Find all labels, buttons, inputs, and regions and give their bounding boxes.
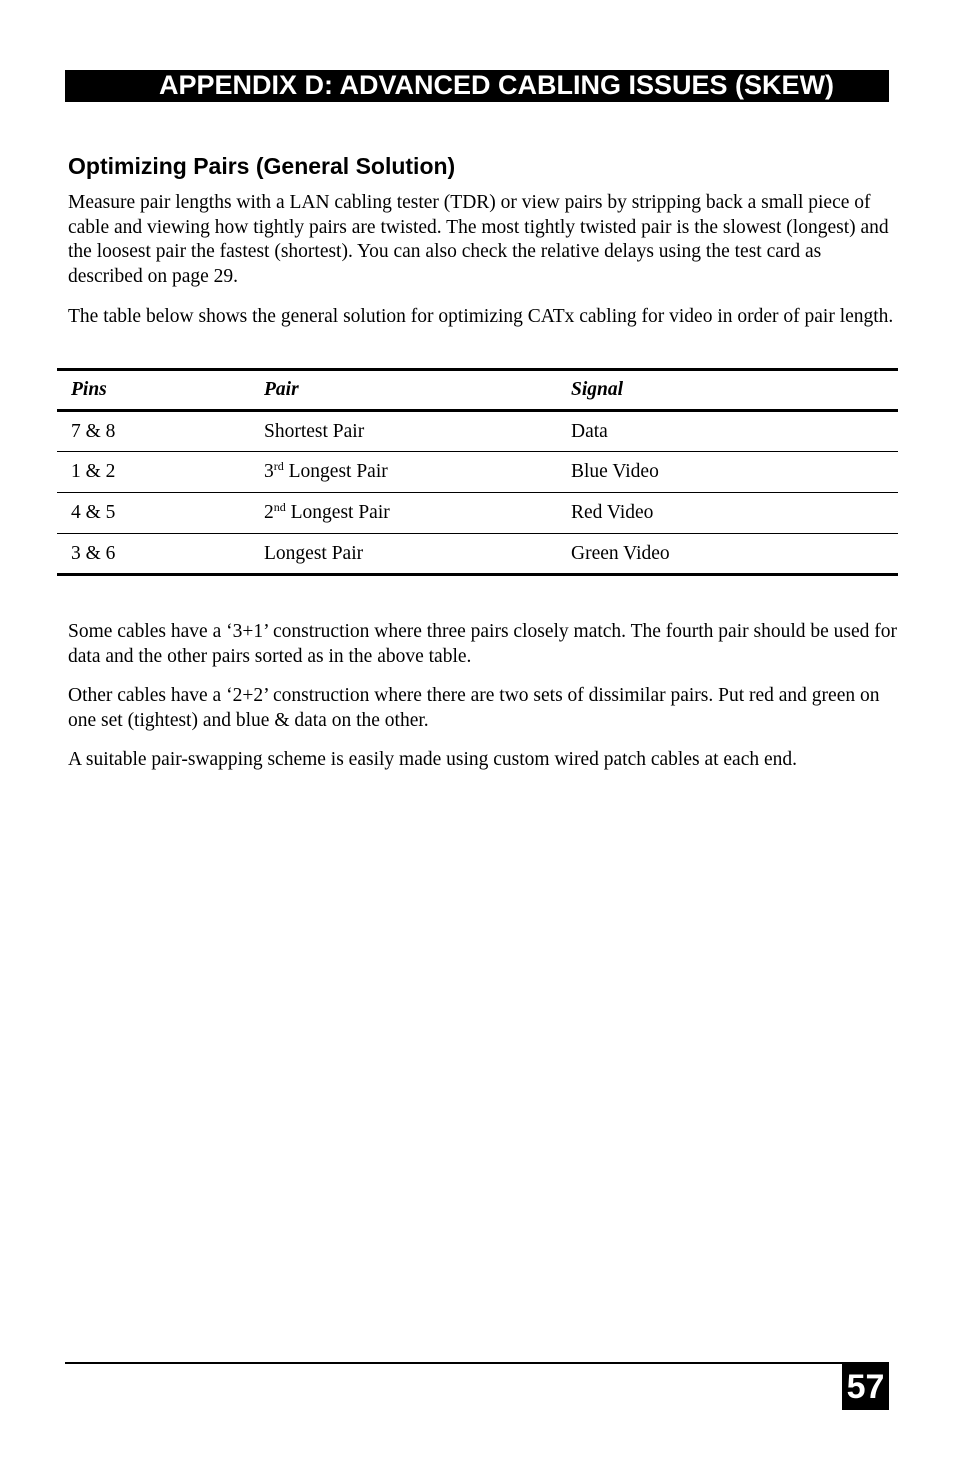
- page-number-box: [842, 1364, 889, 1410]
- cell-pins: 4 & 5: [71, 502, 116, 523]
- column-header-pins: Pins: [71, 379, 107, 400]
- table-row: [57, 534, 898, 575]
- chapter-title: APPENDIX D: ADVANCED CABLING ISSUES (SKEW): [159, 70, 835, 100]
- cell-signal: Red Video: [571, 502, 654, 523]
- cell-signal: Data: [571, 420, 608, 442]
- table-intro-paragraph: The table below shows the general solution for optimizing CATx cabling for video in order of pair length.: [68, 306, 894, 327]
- page-number: 57: [846, 1368, 885, 1406]
- section-heading: Optimizing Pairs (General Solution): [68, 153, 456, 179]
- intro-paragraph: Measure pair lengths with a LAN cabling tester (TDR) or view pairs by stripping back a small piece of cable and viewing how tightly pairs are twisted. The most tightly twisted pair is the slowest (longest) and the loosest pair the fastest (shortest). You can also check the relative delays using the test card as described on page 29.: [68, 192, 889, 287]
- chapter-header-bar: [65, 70, 889, 102]
- three-plus-one-paragraph: Some cables have a ‘3+1’ construction where three pairs closely match. The fourth pair should be used for data and the other pairs sorted as in the above table.: [68, 621, 898, 667]
- cell-pins: 3 & 6: [71, 542, 116, 564]
- cell-pair: 2nd Longest Pair: [264, 500, 390, 523]
- pair-order-table: [57, 368, 898, 576]
- two-plus-two-paragraph: Other cables have a ‘2+2’ construction where there are two sets of dissimilar pairs. Put red and green on one set (tightest) and blue & data on the other.: [68, 685, 880, 731]
- cell-signal: Green Video: [571, 542, 670, 564]
- table-row: [57, 493, 898, 534]
- column-header-pair: Pair: [264, 379, 299, 400]
- cell-pins: 7 & 8: [71, 420, 116, 442]
- table-row: [57, 452, 898, 493]
- cell-pins: 1 & 2: [71, 461, 116, 482]
- table-row: [57, 411, 898, 452]
- cell-signal: Blue Video: [571, 461, 659, 482]
- cell-pair: Shortest Pair: [264, 420, 365, 442]
- footer-rule: [65, 1362, 889, 1364]
- swap-scheme-paragraph: A suitable pair-swapping scheme is easily made using custom wired patch cables at each end.: [68, 749, 798, 770]
- column-header-signal: Signal: [571, 379, 624, 400]
- table-header-row: [57, 370, 898, 411]
- cell-pair: 3rd Longest Pair: [264, 459, 388, 482]
- cell-pair: Longest Pair: [264, 542, 364, 564]
